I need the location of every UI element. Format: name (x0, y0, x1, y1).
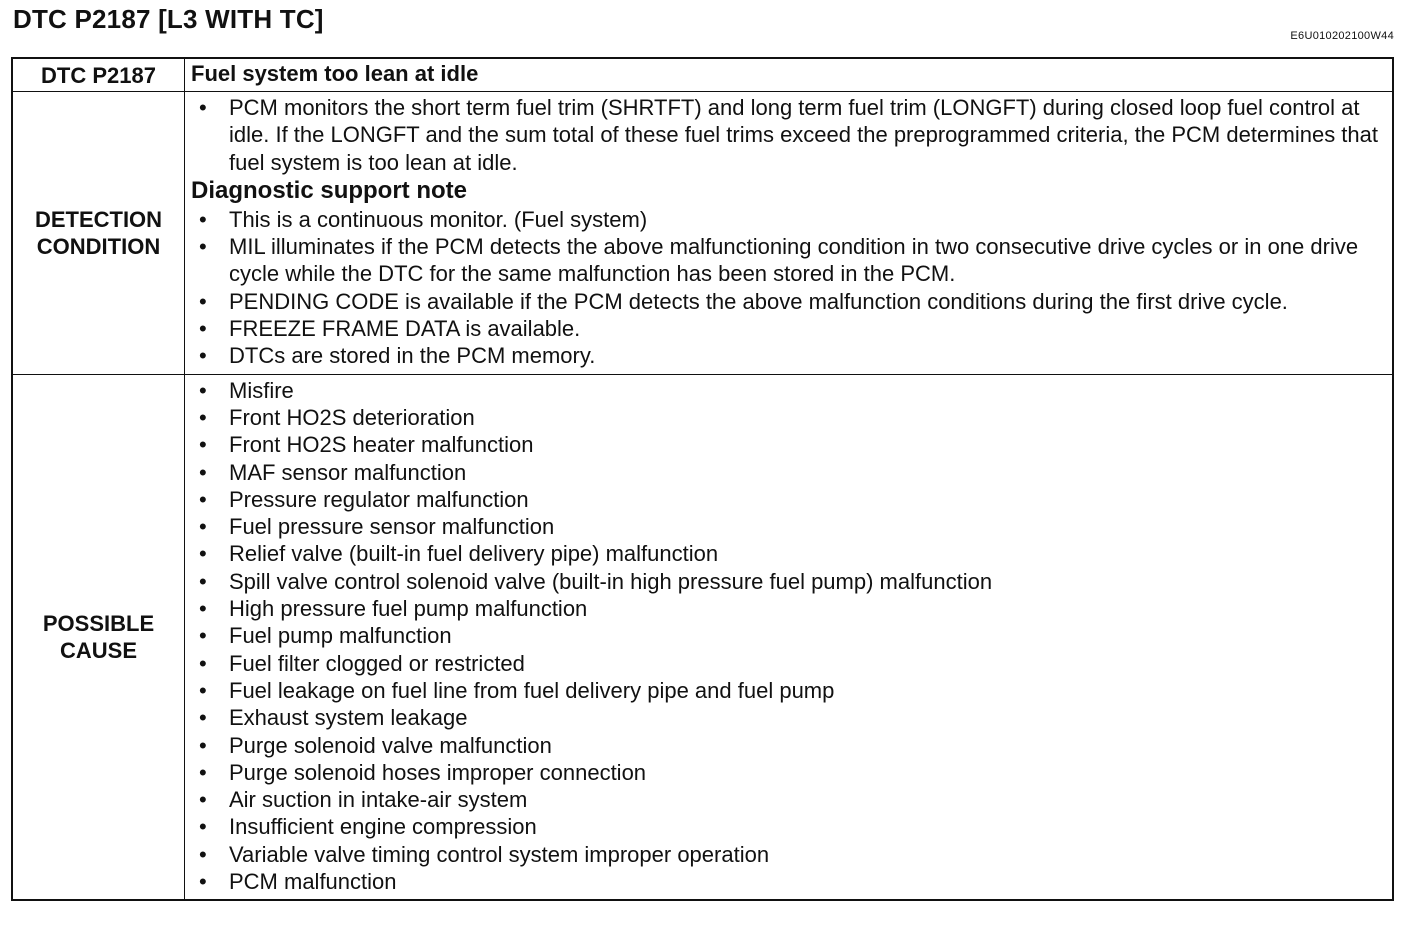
list-item: • PCM malfunction (191, 868, 1386, 895)
list-item: • Air suction in intake-air system (191, 786, 1386, 813)
detection-condition-label (12, 92, 185, 375)
list-item: • Fuel filter clogged or restricted (191, 650, 1386, 677)
page-title: DTC P2187 [L3 WITH TC] (13, 4, 324, 34)
dtc-code-cell: DTC P2187 (12, 58, 185, 92)
list-item: • MAF sensor malfunction (191, 459, 1386, 486)
list-item: • Spill valve control solenoid valve (built-in high pressure fuel pump) malfunction (191, 568, 1386, 595)
list-item: • Purge solenoid valve malfunction (191, 732, 1386, 759)
list-item: • Fuel pump malfunction (191, 622, 1386, 649)
list-item: • Insufficient engine compression (191, 813, 1386, 840)
list-item: • Variable valve timing control system improper operation (191, 841, 1386, 868)
possible-cause-list (191, 377, 1386, 896)
list-item: • Front HO2S deterioration (191, 404, 1386, 431)
list-item: • PENDING CODE is available if the PCM detects the above malfunction conditions during the first drive cycle. (191, 288, 1386, 315)
list-item: • Front HO2S heater malfunction (191, 431, 1386, 458)
list-item: • MIL illuminates if the PCM detects the above malfunctioning condition in two consecutive drive cycles or in one drive cycle while the DTC for the same malfunction has been stored in the PCM. (191, 233, 1386, 288)
possible-cause-label (12, 374, 185, 900)
possible-cause-row (12, 374, 1393, 900)
detection-condition-row (12, 92, 1393, 375)
detection-condition-content (185, 92, 1394, 375)
diagnostic-notes-list (191, 206, 1386, 370)
list-item: • FREEZE FRAME DATA is available. (191, 315, 1386, 342)
diagnostic-support-note-heading: Diagnostic support note (191, 176, 467, 204)
detection-label-line1: DETECTION (34, 206, 163, 232)
list-item: • High pressure fuel pump malfunction (191, 595, 1386, 622)
list-item: • Exhaust system leakage (191, 704, 1386, 731)
list-item: • This is a continuous monitor. (Fuel system) (191, 206, 1386, 233)
dtc-description-cell: Fuel system too lean at idle (185, 58, 1394, 92)
possible-cause-content (185, 374, 1394, 900)
list-item: • Purge solenoid hoses improper connection (191, 759, 1386, 786)
dtc-table (11, 57, 1394, 901)
list-item: • Misfire (191, 377, 1386, 404)
list-item: • Fuel leakage on fuel line from fuel delivery pipe and fuel pump (191, 677, 1386, 704)
cause-label-line1: POSSIBLE (42, 610, 155, 636)
detection-label-line2: CONDITION (36, 233, 161, 259)
list-item: • PCM monitors the short term fuel trim (SHRTFT) and long term fuel trim (LONGFT) during closed loop fuel control at idle. If the LONGFT and the sum total of these fuel trims exceed the preprogrammed criteria, the PCM determines that fuel system is too lean at idle. (191, 94, 1386, 176)
list-item: • DTCs are stored in the PCM memory. (191, 342, 1386, 369)
list-item: • Pressure regulator malfunction (191, 486, 1386, 513)
document-code: E6U010202100W44 (1290, 30, 1394, 42)
detection-intro-list (191, 94, 1386, 176)
table-header-row (12, 58, 1393, 92)
list-item: • Relief valve (built-in fuel delivery pipe) malfunction (191, 540, 1386, 567)
list-item: • Fuel pressure sensor malfunction (191, 513, 1386, 540)
cause-label-line2: CAUSE (59, 637, 137, 663)
